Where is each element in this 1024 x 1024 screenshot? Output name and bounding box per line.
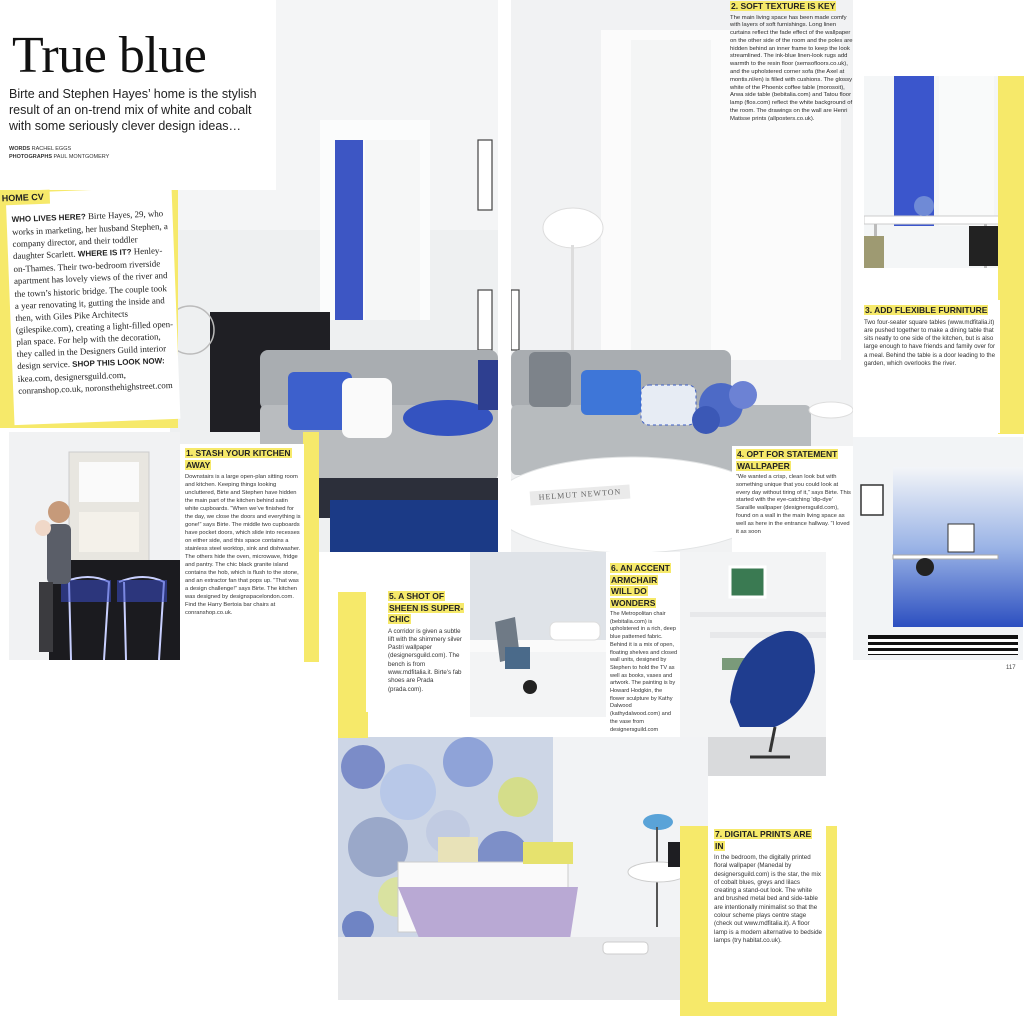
section-kitchen xyxy=(180,444,304,666)
section-soft-texture xyxy=(730,0,853,198)
section-wallpaper-body: “We wanted a crisp, clean look but with something unique that you could look at every day without tiring of it,” says Birte. This started with the eye-catching ‘dip-dye’ Saraille wallpaper (designersguild.com), found on a wall in the main living space as well as here in the entrance hallway. “I loved it as soon xyxy=(736,474,851,535)
section-wallpaper xyxy=(732,446,853,552)
yellow-accent-corridor xyxy=(338,592,368,738)
section-soft-texture-heading: 2. SOFT TEXTURE IS KEY xyxy=(731,1,836,11)
page-number: 117 xyxy=(1006,665,1016,671)
section-armchair xyxy=(606,552,680,737)
article-credits xyxy=(9,145,109,161)
dining-photo xyxy=(864,76,999,268)
corridor-photo xyxy=(470,552,606,717)
section-sheen xyxy=(366,552,470,712)
yellow-accent-dining xyxy=(998,76,1024,434)
photos-name: PAUL MONTGOMERY xyxy=(53,154,110,160)
section-digital-prints-heading: 7. DIGITAL PRINTS ARE IN xyxy=(715,829,812,851)
words-label: WORDS xyxy=(9,146,31,152)
photos-label: PHOTOGRAPHS xyxy=(9,154,52,160)
section-digital-prints-body: In the bedroom, the digitally printed floral wallpaper (Manedal by designersguild.com) is the star, the mix of cobalt blues, greys and lilacs creating a stand-out look. The white and brushed metal bed and side-table are intentionally minimalist so that the colour scheme plays centre stage (check out www.mdfitalia.it). A floor lamp is a modern alternative to bedside lamps (try habitat.co.uk). xyxy=(714,854,822,944)
section-armchair-heading: 6. AN ACCENT ARMCHAIR WILL DO WONDERS xyxy=(611,563,670,608)
home-cv-shop-text: ikea.com, designersguild.com, conranshop.co.uk, noronsthehighstreet.com xyxy=(17,370,173,397)
section-soft-texture-body: The main living space has been made comfy with layers of soft furnishings. Long linen curtains reflect the fade effect of the wallpaper on the other side of the room and the poles are hidden behind an inner frame to keep the look streamlined. The ink-blue linen-look rugs add warmth to the resin floor (semsofloors.co.uk), and the upholstered corner sofa (the Axel at montis.nl/en) is filled with cushions. The glossy white of the Phoenix coffee table (morosoit), Arwa side table (bebitalia.com) and Tatou floor lamp (flos.com) reflect the white background of the room. The drawings on the wall are Henri Matisse prints (allposters.co.uk). xyxy=(730,14,853,122)
article-intro: Birte and Stephen Hayes’ home is the stylish result of an on-trend mix of white and cobalt with some seriously clever design ideas… xyxy=(9,87,257,133)
home-cv-body xyxy=(11,207,176,397)
home-cv-card xyxy=(1,187,181,425)
title-block xyxy=(0,0,276,190)
home-cv-who-text: Birte Hayes, 29, who works in marketing, her husband Stephen, a company director, and their toddler daughter Scarlett. xyxy=(11,208,168,262)
section-sheen-body: A corridor is given a subtle lift with the shimmery silver Pastri wallpaper (designersguild.com). The bench is from www.mdfitalia.it. Birte’s fab shoes are Prada (prada.com). xyxy=(388,627,462,693)
home-cv-where-label: WHERE IS IT? xyxy=(77,247,132,259)
home-cv-who-label: WHO LIVES HERE? xyxy=(11,212,86,225)
section-sheen-heading: 5. A SHOT OF SHEEN IS SUPER-CHIC xyxy=(389,591,464,624)
section-digital-prints xyxy=(708,822,826,1002)
section-flexible-furniture-heading: 3. ADD FLEXIBLE FURNITURE xyxy=(865,305,988,315)
home-cv-shop-label: SHOP THIS LOOK NOW: xyxy=(72,356,165,369)
section-kitchen-heading: 1. STASH YOUR KITCHEN AWAY xyxy=(186,448,291,470)
article-title: True blue xyxy=(12,27,207,84)
section-kitchen-body: Downstairs is a large open-plan sitting room and kitchen. Keeping things looking uncluttered, Birte and Stephen have hidden the main part of the kitchen behind satin white cupboards. “When we’ve finished for the day, we close the doors and everything is gone!” says Birte. The middle two cupboards have pocket doors, which slide into recesses on either side, and this space contains a stainless steel worktop, sink and dishwasher. The others hide the oven, microwave, fridge and pantry. The chic black granite island contains the hob, which is flush to the stone, and an extractor fan that pops up. “That was a design challenge!” says Birte. The kitchen was designed by designspacelondon.com. Find the Harry Bertoia bar chairs at conranshop.co.uk. xyxy=(185,474,301,616)
section-flexible-furniture-body: Two four-seater square tables (www.mdfitalia.it) are pushed together to make a dining table that sits neatly to one side of the kitchen, but is also large enough to have friends and family over for a meal. Behind the table is a door leading to the garden, which overlooks the river. xyxy=(864,318,996,367)
bedroom-photo xyxy=(338,737,708,1000)
yellow-accent-kitchen xyxy=(303,432,319,662)
section-wallpaper-heading: 4. OPT FOR STATEMENT WALLPAPER xyxy=(737,449,838,471)
home-cv-where-text: Henley-on-Thames. Their two-bedroom riverside apartment has lovely views of the river and the town’s historic bridge. The couple took a year renovating it, gutting the inside and then, with Giles Pike Architects (gilespike.com), creating a light-filled open-plan space. For help with the decoration, they called in the Designers Guild interior design service. xyxy=(13,245,174,372)
section-flexible-furniture xyxy=(858,300,1000,433)
section-armchair-body: The Metropolitan chair (bebitalia.com) is upholstered in a rich, deep blue patterned fabric. Behind it is a mix of open, floating shelves and closed wall units, designed by Stephen to hold the TV as well as books, vases and artwork. The painting is by Howard Hodgkin, the flower sculpture by Kathy Dalwood (kathydalwood.com) and the vase from designersguild.com xyxy=(610,611,678,733)
words-name: RACHEL EGGS xyxy=(31,146,72,152)
coffee-table-book-title: HELMUT NEWTON xyxy=(538,487,622,502)
kitchen-photo xyxy=(9,432,180,660)
hallway-photo xyxy=(853,437,1023,660)
home-cv-heading: HOME CV xyxy=(0,190,50,206)
